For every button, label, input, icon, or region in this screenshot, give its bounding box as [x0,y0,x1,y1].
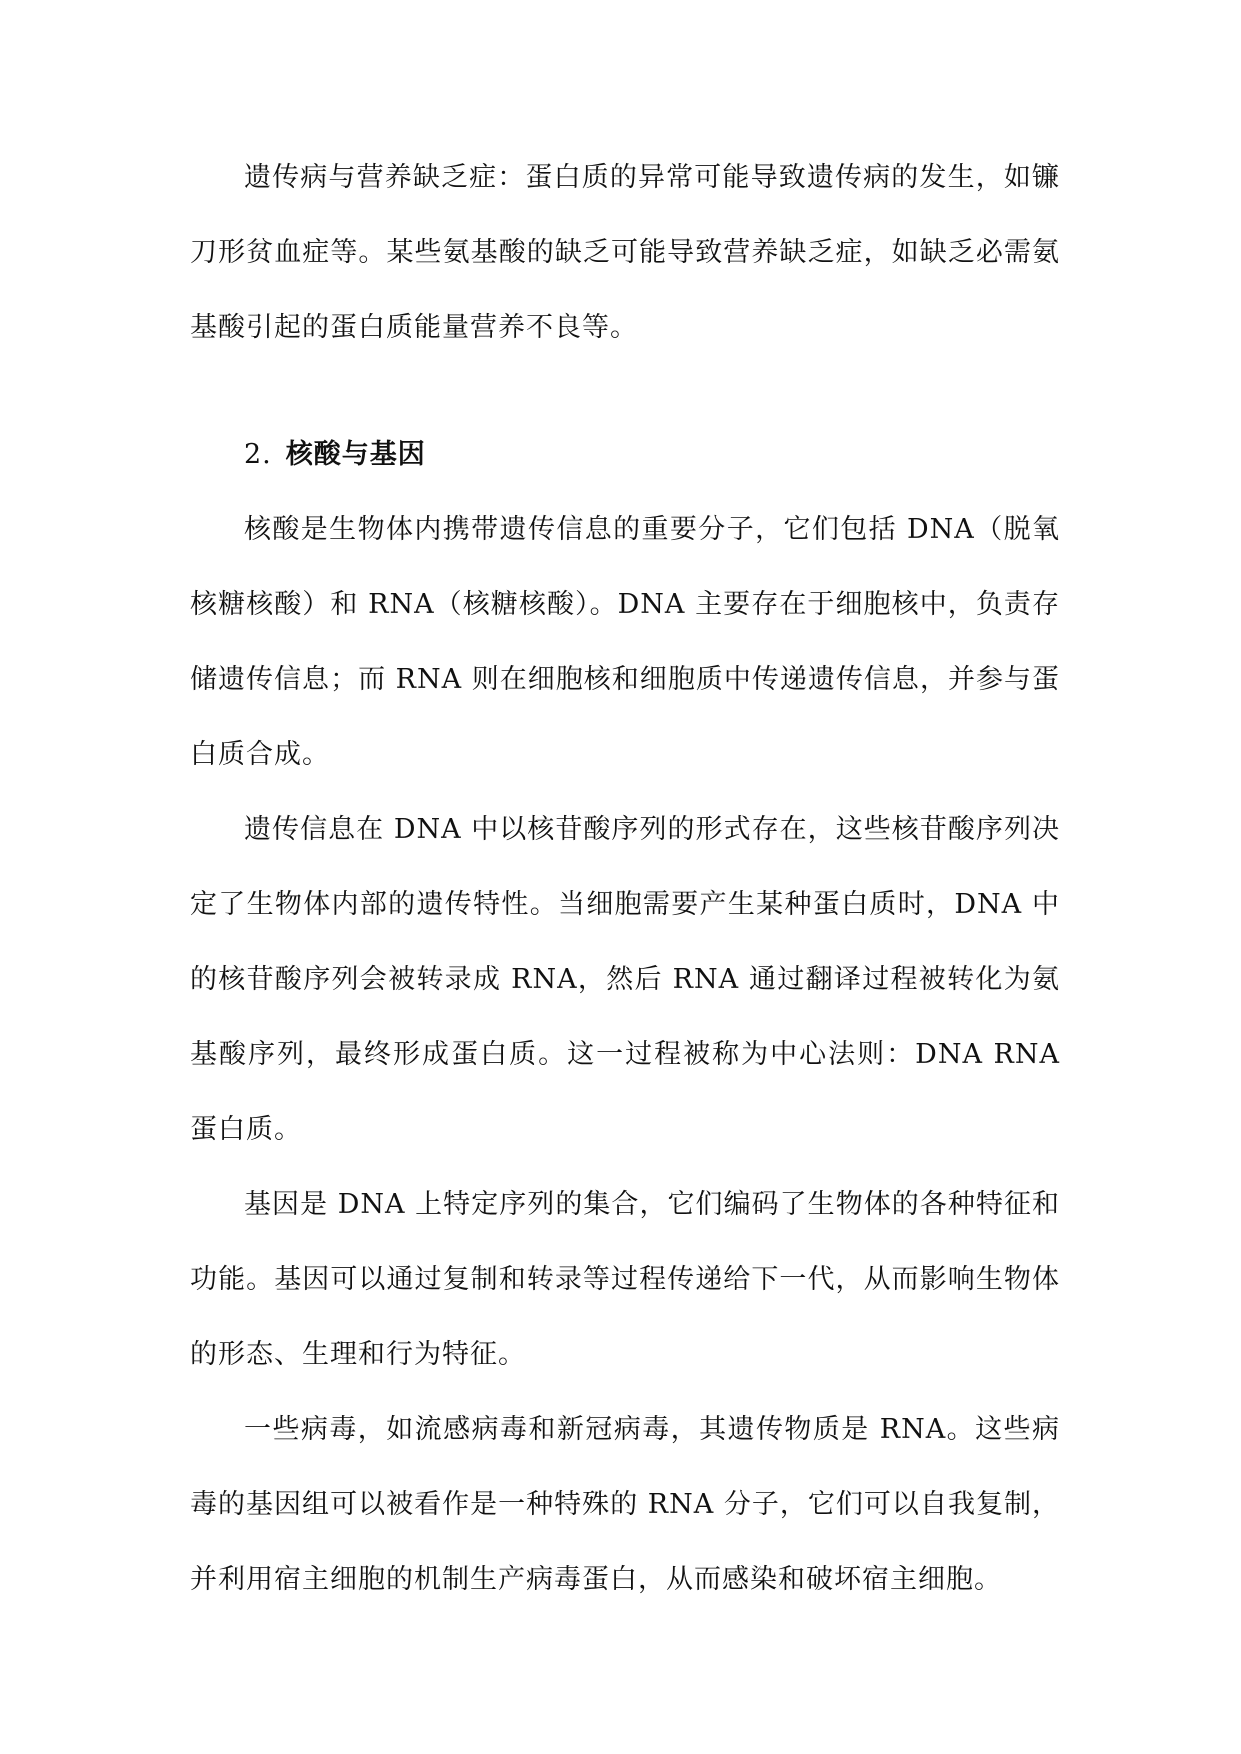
section-title: 核酸与基因 [285,439,426,470]
section-heading [190,417,1060,492]
document-body [190,140,1060,1617]
paragraph-virus: 一些病毒，如流感病毒和新冠病毒，其遗传物质是 RNA。这些病毒的基因组可以被看作是一种特殊的 RNA 分子，它们可以自我复制，并利用宿主细胞的机制生产病毒蛋白，从而感染和破坏宿主细胞。 [190,1414,1060,1595]
paragraph-central-dogma: 遗传信息在 DNA 中以核苷酸序列的形式存在，这些核苷酸序列决定了生物体内部的遗传特性。当细胞需要产生某种蛋白质时，DNA 中的核苷酸序列会被转录成 RNA，然后 RNA 通过翻译过程被转化为氨基酸序列，最终形成蛋白质。这一过程被称为中心法则：DNA RNA 蛋白质。 [190,814,1060,1145]
section-number: 2. [244,439,272,470]
paragraph-nucleic-acid: 核酸是生物体内携带遗传信息的重要分子，它们包括 DNA（脱氧核糖核酸）和 RNA（核糖核酸）。DNA 主要存在于细胞核中，负责存储遗传信息；而 RNA 则在细胞核和细胞质中传递遗传信息，并参与蛋白质合成。 [190,514,1060,770]
paragraph-genetic-disease: 遗传病与营养缺乏症：蛋白质的异常可能导致遗传病的发生，如镰刀形贫血症等。某些氨基酸的缺乏可能导致营养缺乏症，如缺乏必需氨基酸引起的蛋白质能量营养不良等。 [190,162,1060,343]
paragraph-gene: 基因是 DNA 上特定序列的集合，它们编码了生物体的各种特征和功能。基因可以通过复制和转录等过程传递给下一代，从而影响生物体的形态、生理和行为特征。 [190,1189,1060,1370]
